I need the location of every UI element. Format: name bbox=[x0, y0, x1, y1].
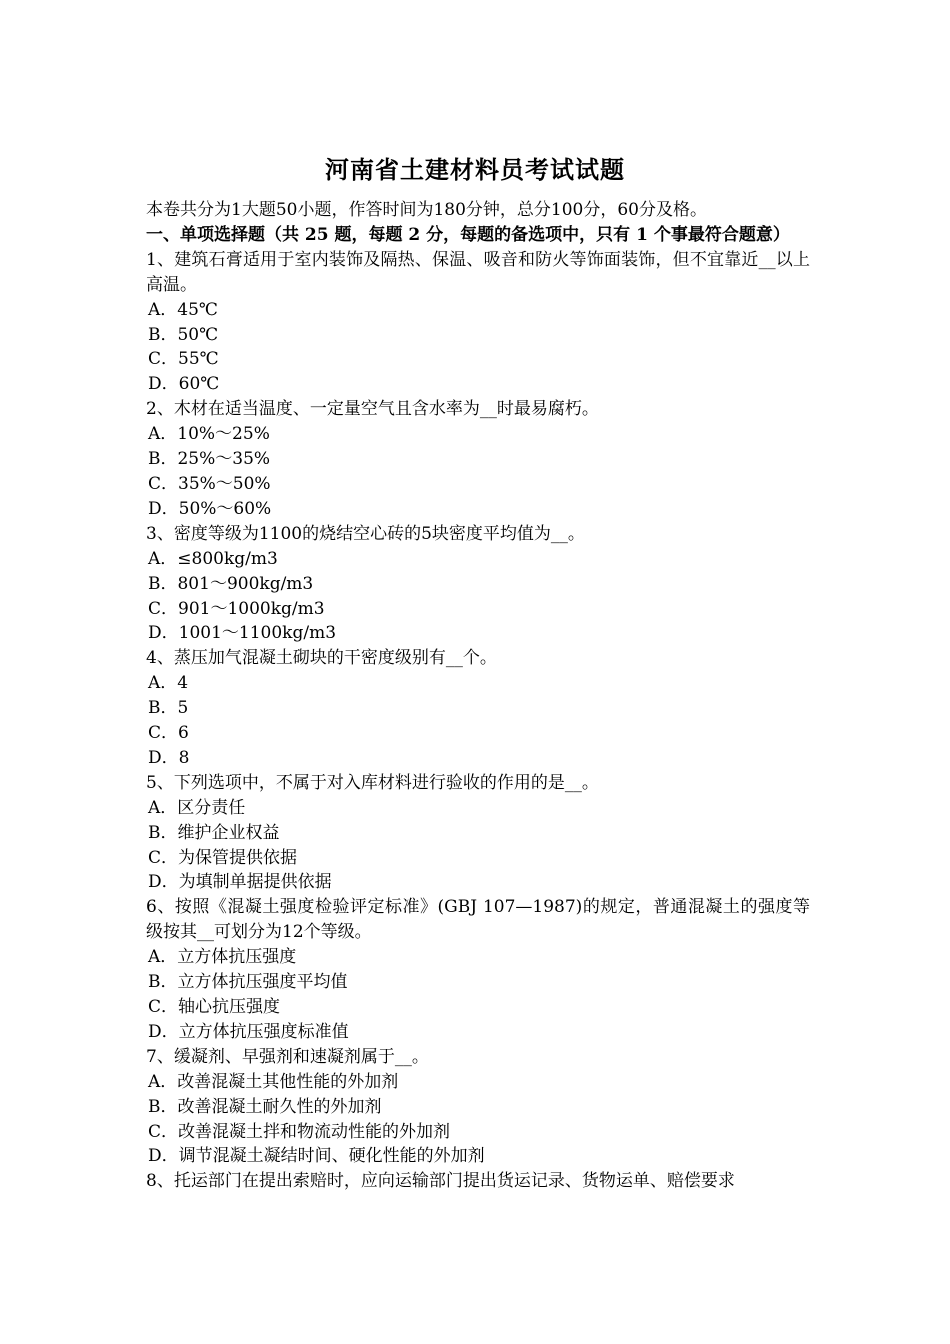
question-2 bbox=[146, 397, 810, 522]
option-c: C．35%～50% bbox=[148, 473, 271, 494]
option-b: B．改善混凝土耐久性的外加剂 bbox=[148, 1096, 382, 1117]
option-a: A．45℃ bbox=[148, 299, 218, 320]
option-c: C．轴心抗压强度 bbox=[148, 997, 281, 1017]
option-d: D．50%～60% bbox=[148, 498, 272, 519]
question-text: 4、蒸压加气混凝土砌块的干密度级别有__个。 bbox=[146, 648, 497, 669]
question-8 bbox=[146, 1169, 810, 1194]
option-b: B．5 bbox=[148, 698, 189, 719]
question-text: 6、按照《混凝土强度检验评定标准》(GBJ 107—1987)的规定，普通混凝土的强度等级按其__可划分为12个等级。 bbox=[146, 897, 810, 943]
option-a: A．≤800kg/m3 bbox=[148, 548, 278, 569]
option-b: B．立方体抗压强度平均值 bbox=[148, 972, 348, 993]
question-3 bbox=[146, 522, 810, 647]
option-d: D．调节混凝土凝结时间、硬化性能的外加剂 bbox=[148, 1146, 485, 1167]
option-a: A．10%～25% bbox=[148, 424, 270, 445]
question-6 bbox=[146, 895, 810, 1044]
question-text: 3、密度等级为1100的烧结空心砖的5块密度平均值为__。 bbox=[146, 523, 585, 544]
question-text: 5、下列选项中，不属于对入库材料进行验收的作用的是__。 bbox=[146, 772, 599, 793]
option-d: D．60℃ bbox=[148, 374, 220, 395]
option-b: B．维护企业权益 bbox=[148, 822, 280, 843]
option-b: B．801～900kg/m3 bbox=[148, 573, 314, 594]
question-4 bbox=[146, 646, 810, 771]
option-d: D．立方体抗压强度标准值 bbox=[148, 1021, 349, 1042]
question-text: 1、建筑石膏适用于室内装饰及隔热、保温、吸音和防火等饰面装饰，但不宜靠近__以上高温。 bbox=[146, 249, 810, 295]
option-c: C．为保管提供依据 bbox=[148, 847, 298, 868]
option-c: C．901～1000kg/m3 bbox=[148, 598, 325, 619]
option-c: C．55℃ bbox=[148, 349, 219, 370]
option-d: D．1001～1100kg/m3 bbox=[148, 623, 337, 644]
option-b: B．25%～35% bbox=[148, 449, 271, 470]
option-b: B．50℃ bbox=[148, 324, 219, 345]
exam-intro: 本卷共分为1大题50小题，作答时间为180分钟，总分100分，60分及格。 bbox=[146, 200, 707, 220]
option-c: C．6 bbox=[148, 723, 189, 744]
question-text: 7、缓凝剂、早强剂和速凝剂属于__。 bbox=[146, 1046, 429, 1067]
question-7 bbox=[146, 1045, 810, 1170]
option-d: D．为填制单据提供依据 bbox=[148, 872, 332, 893]
document-title: 河南省土建材料员考试试题 bbox=[325, 155, 625, 184]
section-heading: 一、单项选择题（共 25 题，每题 2 分，每题的备选项中，只有 1 个事最符合题意） bbox=[146, 224, 790, 245]
option-a: A．立方体抗压强度 bbox=[148, 947, 297, 968]
question-1 bbox=[146, 248, 810, 397]
option-a: A．区分责任 bbox=[148, 797, 246, 818]
option-c: C．改善混凝土拌和物流动性能的外加剂 bbox=[148, 1121, 451, 1142]
question-text: 2、木材在适当温度、一定量空气且含水率为__时最易腐朽。 bbox=[146, 399, 599, 420]
question-5 bbox=[146, 771, 810, 896]
option-a: A．4 bbox=[148, 673, 189, 694]
option-a: A．改善混凝土其他性能的外加剂 bbox=[148, 1071, 399, 1092]
option-d: D．8 bbox=[148, 747, 190, 768]
question-text: 8、托运部门在提出索赔时，应向运输部门提出货运记录、货物运单、赔偿要求 bbox=[146, 1171, 735, 1192]
document-body bbox=[146, 198, 810, 1194]
